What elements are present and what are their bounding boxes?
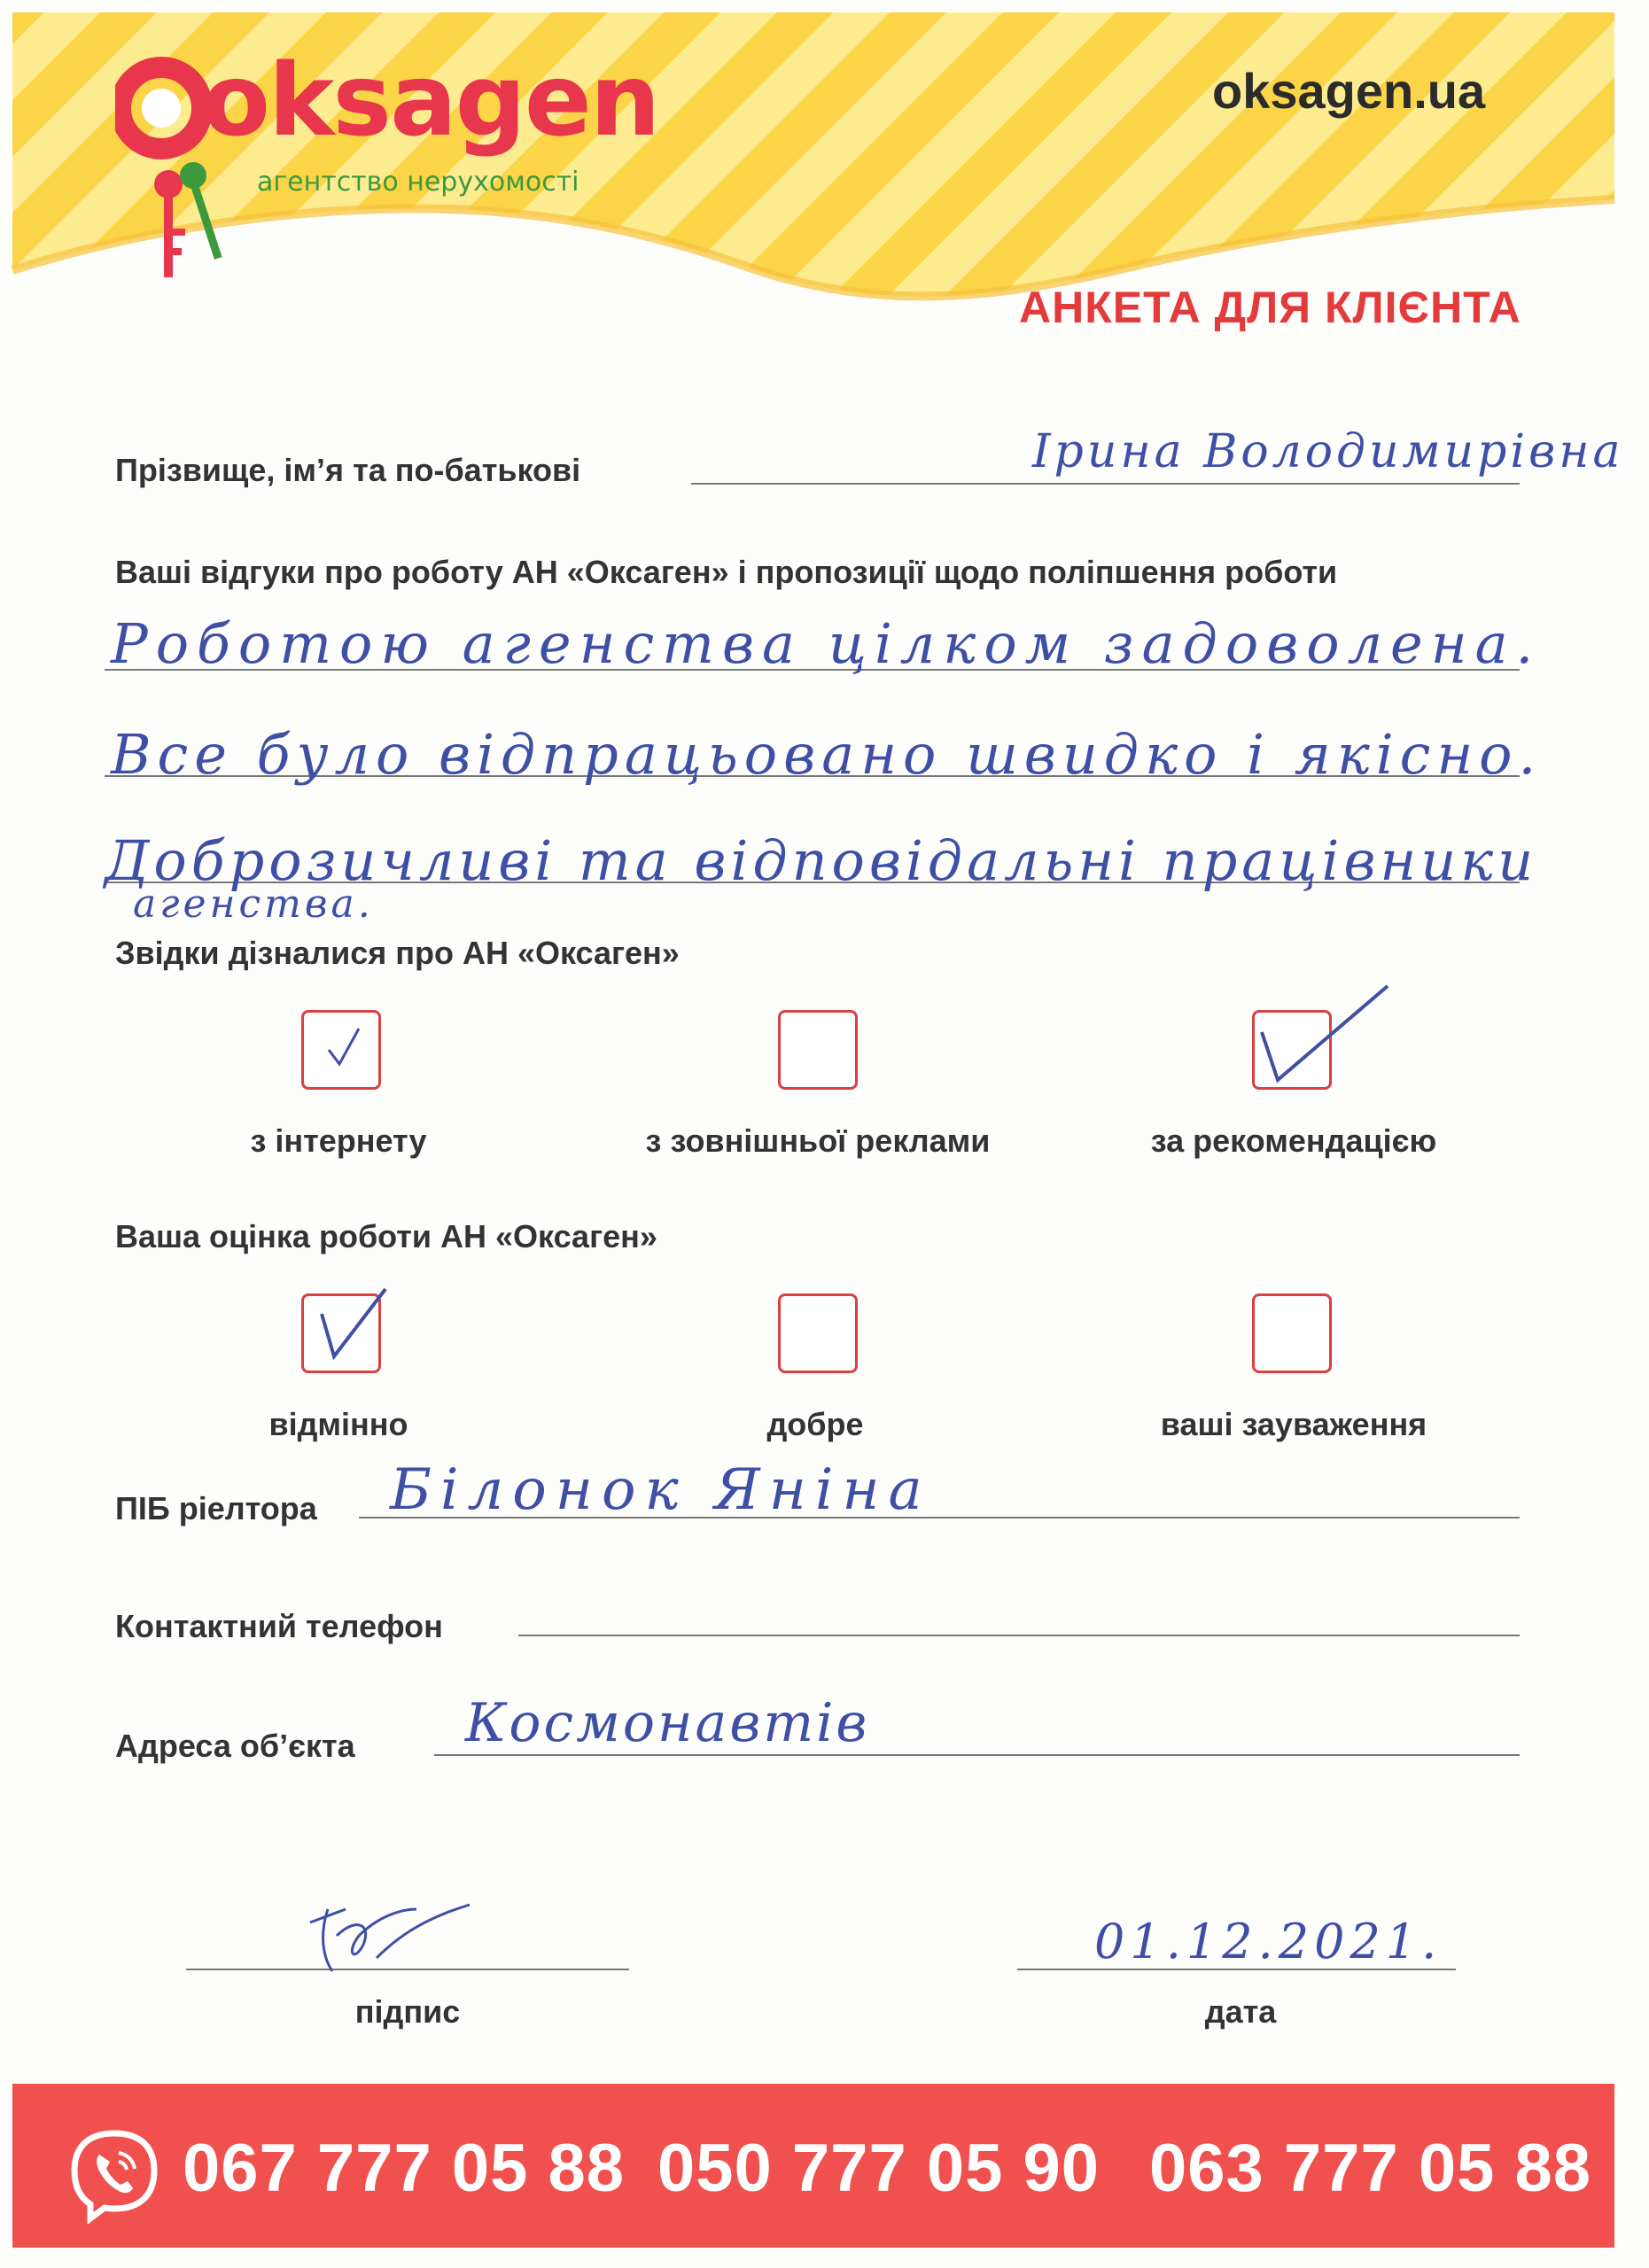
source-recommendation-label: за рекомендацією: [1150, 1122, 1437, 1159]
address-line: [434, 1754, 1520, 1756]
form-title: АНКЕТА ДЛЯ КЛІЄНТА: [1019, 283, 1521, 332]
logo-wordmark: oksagen: [202, 43, 659, 159]
rating-label: Ваша оцінка роботи АН «Оксаген»: [115, 1218, 657, 1254]
feedback-text-3[interactable]: Доброзичливі та відповідальні працівники: [105, 828, 1538, 893]
checkmark-icon: [304, 1296, 378, 1371]
full-name-label: Прізвище, ім’я та по-батькові: [115, 452, 581, 488]
footer-bar: [12, 2084, 1614, 2248]
source-label: Звідки дізналися про АН «Оксаген»: [115, 935, 680, 971]
feedback-text-2[interactable]: Все було відпрацьовано швидко і якісно.: [111, 722, 1543, 787]
feedback-label: Ваші відгуки про роботу АН «Оксаген» і пропозиції щодо поліпшення роботи: [115, 554, 1338, 590]
rating-excellent-label: відмінно: [268, 1406, 408, 1442]
signature-mark: [292, 1883, 487, 1980]
phone-line: [518, 1635, 1520, 1636]
logo-tagline: агентство нерухомості: [257, 167, 579, 198]
signature-label: підпис: [354, 1993, 461, 2030]
rating-good-checkbox[interactable]: [778, 1293, 858, 1373]
source-internet-checkbox[interactable]: [301, 1010, 381, 1090]
phone-number-2[interactable]: 050 777 05 90: [657, 2131, 1101, 2206]
full-name-value[interactable]: Ірина Володимирівна: [1032, 425, 1624, 478]
date-value[interactable]: 01.12.2021.: [1094, 1914, 1443, 1969]
full-name-line: [691, 483, 1520, 485]
feedback-text-1[interactable]: Роботою агенства цілком задоволена.: [111, 611, 1542, 676]
address-value[interactable]: Космонавтів: [465, 1692, 870, 1754]
address-label: Адреса об’єкта: [115, 1728, 355, 1764]
phone-number-3[interactable]: 063 777 05 88: [1149, 2131, 1592, 2206]
rating-remarks-checkbox[interactable]: [1252, 1293, 1332, 1373]
viber-phone-icon: [66, 2126, 163, 2224]
realtor-label: ПІБ ріелтора: [115, 1490, 317, 1526]
rating-excellent-checkbox[interactable]: [301, 1293, 381, 1373]
checkmark-icon: [1255, 1013, 1329, 1087]
feedback-text-4[interactable]: агенства.: [133, 882, 374, 927]
checkmark-icon: [304, 1013, 378, 1087]
source-advertising-checkbox[interactable]: [778, 1010, 858, 1090]
phone-label: Контактний телефон: [115, 1608, 443, 1644]
date-label: дата: [1204, 1993, 1277, 2030]
rating-good-label: добре: [766, 1406, 864, 1442]
keys-icon: [154, 162, 222, 277]
realtor-value[interactable]: Білонок Яніна: [390, 1457, 931, 1523]
rating-remarks-label: ваші зауваження: [1160, 1406, 1427, 1442]
source-internet-label: з інтернету: [250, 1122, 427, 1159]
website-url: oksagen.ua: [1212, 63, 1486, 119]
phone-number-1[interactable]: 067 777 05 88: [183, 2131, 626, 2206]
source-advertising-label: з зовнішньої реклами: [645, 1122, 991, 1159]
source-recommendation-checkbox[interactable]: [1252, 1010, 1332, 1090]
